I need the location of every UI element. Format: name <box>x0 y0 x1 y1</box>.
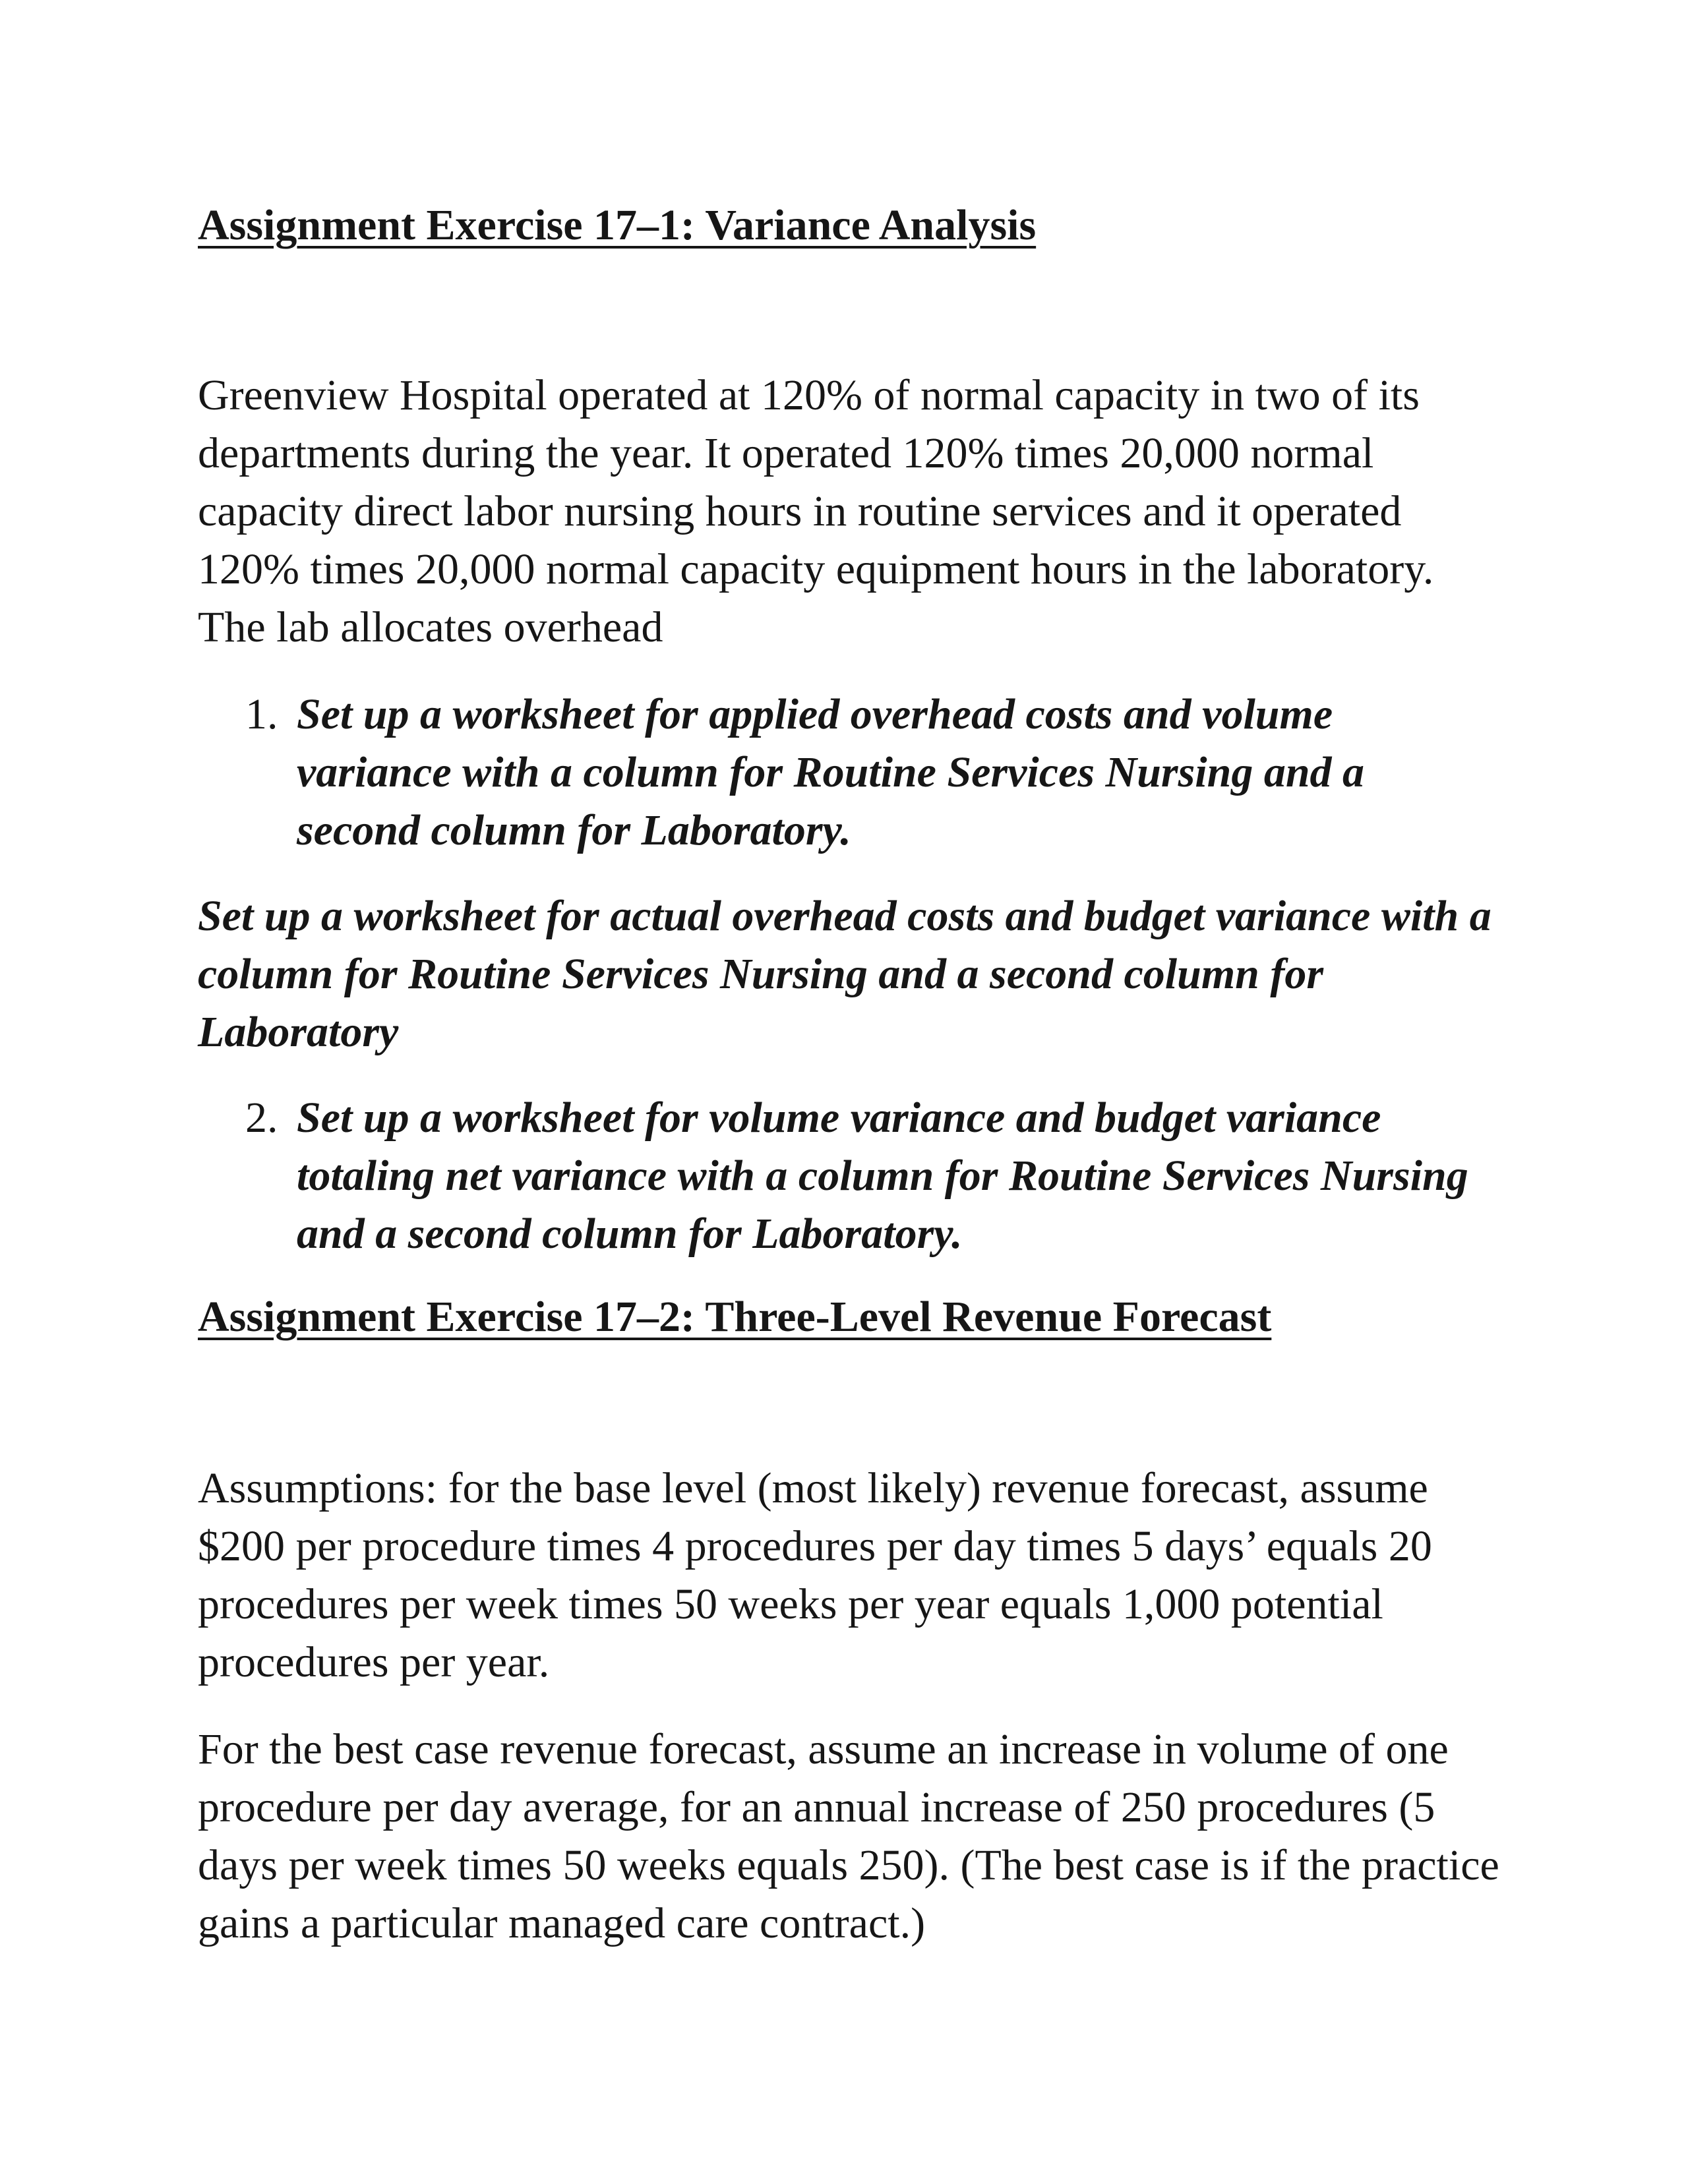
unnumbered-task-paragraph: Set up a worksheet for actual overhead costs and budget variance with a column for Routine Services Nursing and a second column for Laboratory <box>198 892 1492 1056</box>
best-case-paragraph: For the best case revenue forecast, assume an increase in volume of one procedure per day average, for an annual increase of 250 procedures (5 days per week times 50 weeks equals 250). (The best case is if the practice gains a particular managed care contract.) <box>198 1725 1499 1947</box>
numbered-task-1-text: Set up a worksheet for applied overhead costs and volume variance with a column for Routine Services Nursing and a second column for Laboratory. <box>297 690 1365 854</box>
assumptions-paragraph: Assumptions: for the base level (most likely) revenue forecast, assume $200 per procedure times 4 procedures per day times 5 days’ equals 20 procedures per week times 50 weeks per year equals 1,000 potential procedures per year. <box>198 1464 1432 1686</box>
numbered-task-2 <box>245 1089 1498 1263</box>
exercise-1-intro-paragraph: Greenview Hospital operated at 120% of normal capacity in two of its departments during the year. It operated 120% times 20,000 normal capacity direct labor nursing hours in routine services and it operated 120% times 20,000 normal capacity equipment hours in the laboratory. The lab allocates overhead <box>198 371 1434 651</box>
exercise-1-heading: Assignment Exercise 17–1: Variance Analysis <box>198 201 1037 249</box>
numbered-task-1 <box>245 686 1498 860</box>
numbered-task-2-text: Set up a worksheet for volume variance and budget variance totaling net variance with a column for Routine Services Nursing and a second column for Laboratory. <box>297 1094 1468 1258</box>
exercise-2-heading: Assignment Exercise 17–2: Three-Level Revenue Forecast <box>198 1293 1272 1341</box>
list-number-1: 1. <box>245 690 278 738</box>
list-number-2: 2. <box>245 1094 278 1142</box>
